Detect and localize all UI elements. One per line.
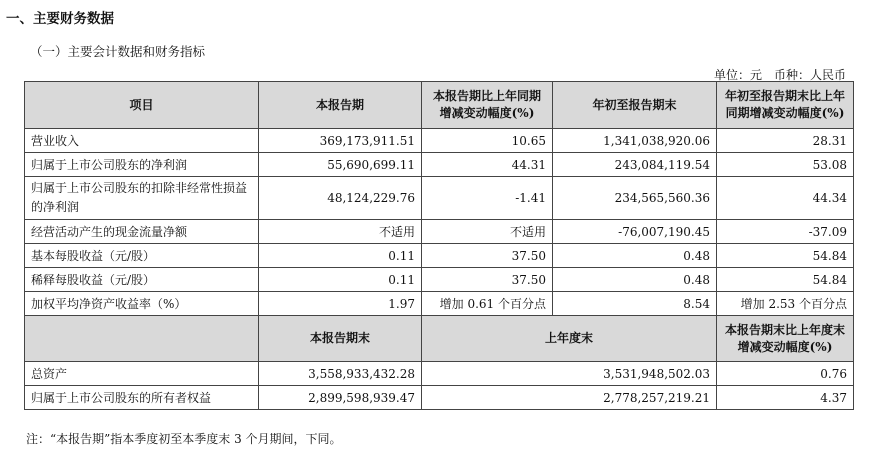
row-label: 归属于上市公司股东的净利润 [25, 153, 259, 177]
row-label: 基本每股收益（元/股） [25, 244, 259, 268]
table-row [25, 268, 854, 292]
cell-ytd-change: 53.08 [717, 153, 854, 177]
cell-ytd-change: -37.09 [717, 220, 854, 244]
cell-ytd: 243,084,119.54 [553, 153, 717, 177]
cell-ytd: 8.54 [553, 292, 717, 316]
cell-current-change: 37.50 [422, 244, 553, 268]
cell-current: 0.11 [259, 268, 422, 292]
cell-current: 55,690,699.11 [259, 153, 422, 177]
cell-change: 0.76 [717, 362, 854, 386]
cell-current-change: 10.65 [422, 129, 553, 153]
header-ytd: 年初至报告期末 [553, 82, 717, 129]
cell-change: 4.37 [717, 386, 854, 410]
unit-currency-label: 单位：元 币种：人民币 [713, 68, 846, 82]
cell-ytd: -76,007,190.45 [553, 220, 717, 244]
table-row [25, 220, 854, 244]
cell-last-year-end: 3,531,948,502.03 [422, 362, 717, 386]
header-last-year-end: 上年度末 [422, 316, 717, 362]
cell-current-change: 不适用 [422, 220, 553, 244]
cell-current: 48,124,229.76 [259, 177, 422, 220]
header-current-period: 本报告期 [259, 82, 422, 129]
cell-current: 0.11 [259, 244, 422, 268]
cell-ytd-change: 28.31 [717, 129, 854, 153]
cell-current-change: 44.31 [422, 153, 553, 177]
header-period-end-change: 本报告期末比上年度末增减变动幅度(%) [717, 316, 854, 362]
cell-current: 1.97 [259, 292, 422, 316]
cell-ytd-change: 54.84 [717, 268, 854, 292]
cell-current-change: 37.50 [422, 268, 553, 292]
cell-current-change: -1.41 [422, 177, 553, 220]
row-label: 加权平均净资产收益率（%） [25, 292, 259, 316]
table-row [25, 129, 854, 153]
row-label: 归属于上市公司股东的所有者权益 [25, 386, 259, 410]
row-label: 稀释每股收益（元/股） [25, 268, 259, 292]
cell-current-change: 增加 0.61 个百分点 [422, 292, 553, 316]
table-row [25, 386, 854, 410]
table-header-row [25, 82, 854, 129]
cell-ytd: 0.48 [553, 268, 717, 292]
cell-ytd: 234,565,560.36 [553, 177, 717, 220]
cell-last-year-end: 2,778,257,219.21 [422, 386, 717, 410]
cell-ytd-change: 54.84 [717, 244, 854, 268]
cell-ytd: 0.48 [553, 244, 717, 268]
sub-title: （一）主要会计数据和财务指标 [30, 44, 206, 59]
header-current-change: 本报告期比上年同期增减变动幅度(%) [422, 82, 553, 129]
row-label: 归属于上市公司股东的扣除非经常性损益的净利润 [25, 177, 259, 220]
section-title: 一、主要财务数据 [6, 11, 114, 27]
footnote: 注：“本报告期”指本季度初至本季度末 3 个月期间，下同。 [26, 432, 342, 446]
table-header-row-2 [25, 316, 854, 362]
cell-period-end: 3,558,933,432.28 [259, 362, 422, 386]
header-period-end: 本报告期末 [259, 316, 422, 362]
row-label: 经营活动产生的现金流量净额 [25, 220, 259, 244]
cell-ytd-change: 增加 2.53 个百分点 [717, 292, 854, 316]
table-row [25, 177, 854, 220]
cell-period-end: 2,899,598,939.47 [259, 386, 422, 410]
cell-ytd-change: 44.34 [717, 177, 854, 220]
financial-data-table [24, 81, 854, 410]
row-label: 总资产 [25, 362, 259, 386]
cell-ytd: 1,341,038,920.06 [553, 129, 717, 153]
table-row [25, 153, 854, 177]
table-row [25, 362, 854, 386]
cell-current: 不适用 [259, 220, 422, 244]
header-ytd-change: 年初至报告期末比上年同期增减变动幅度(%) [717, 82, 854, 129]
header-blank [25, 316, 259, 362]
cell-current: 369,173,911.51 [259, 129, 422, 153]
row-label: 营业收入 [25, 129, 259, 153]
table-row [25, 292, 854, 316]
header-item: 项目 [25, 82, 259, 129]
table-row [25, 244, 854, 268]
